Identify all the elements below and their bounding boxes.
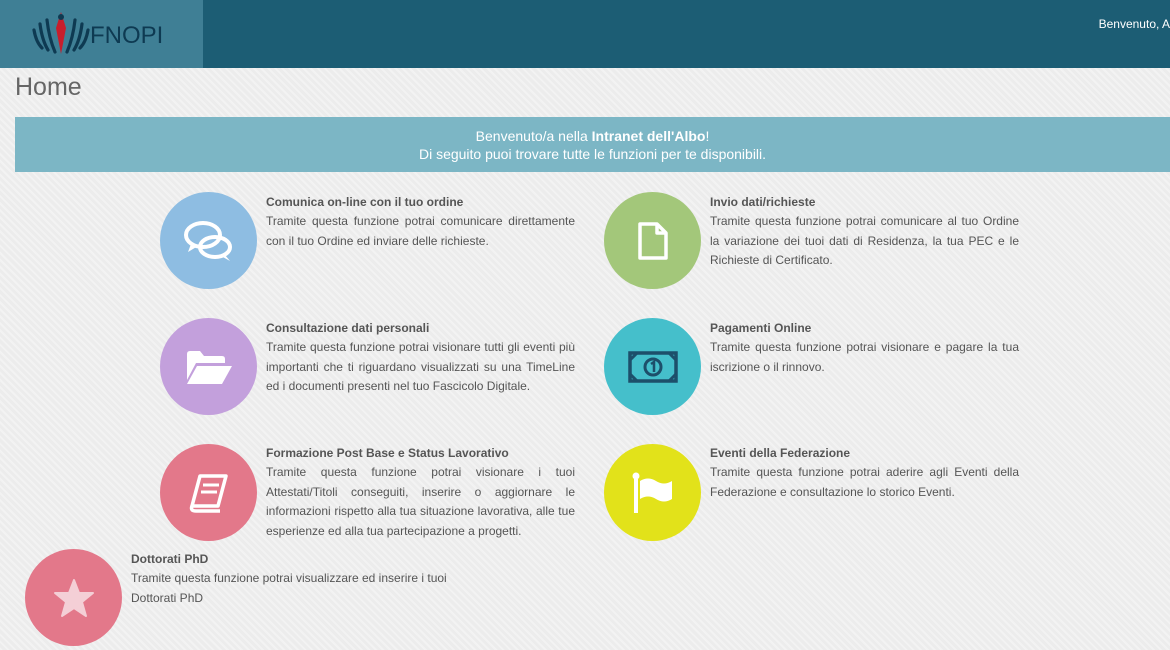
consultazione-title[interactable]: Consultazione dati personali [266, 321, 430, 335]
eventi-button[interactable] [604, 444, 701, 541]
comunica-description: Tramite questa funzione potrai comunicare direttamente con il tuo Ordine ed inviare delle richieste. [266, 214, 575, 248]
pagamenti-title[interactable]: Pagamenti Online [710, 321, 812, 335]
folder-open-icon [184, 348, 234, 386]
dottorati-title[interactable]: Dottorati PhD [131, 552, 209, 566]
formazione-title[interactable]: Formazione Post Base e Status Lavorativo [266, 446, 509, 460]
book-icon [188, 473, 230, 513]
document-icon [637, 221, 669, 261]
page-title: Home [15, 73, 82, 101]
banner-text: Benvenuto/a nella [475, 128, 592, 144]
dottorati-button[interactable] [25, 549, 122, 646]
banner-text: ! [705, 128, 710, 144]
user-welcome-menu[interactable]: Benvenuto, A [1098, 17, 1170, 31]
formazione-button[interactable] [160, 444, 257, 541]
banner-line-2: Di seguito puoi trovare tutte le funzioni per te disponibili. [418, 146, 767, 162]
dottorati-description: Tramite questa funzione potrai visualizzare ed inserire i tuoi Dottorati PhD [131, 571, 447, 605]
banner-highlight: Intranet dell'Albo [591, 128, 706, 144]
flag-icon [630, 471, 676, 515]
formazione-description: Tramite questa funzione potrai visionare i tuoi Attestati/Titoli conseguiti, inserire o aggiornare le informazioni rispetto alla tua situazione lavorativa, alle tue esperienze ed alla tua partecipazione a progetti. [266, 465, 575, 538]
eventi-description: Tramite questa funzione potrai aderire agli Eventi della Federazione e consultazione lo storico Eventi. [710, 465, 1019, 499]
invio-dati-title[interactable]: Invio dati/richieste [710, 195, 816, 209]
banner-line-1 [15, 127, 1170, 145]
pagamenti-description: Tramite questa funzione potrai visionare e pagare la tua iscrizione o il rinnovo. [710, 340, 1019, 374]
top-navbar [0, 0, 1170, 68]
comunica-button[interactable] [160, 192, 257, 289]
consultazione-button[interactable] [160, 318, 257, 415]
pagamenti-button[interactable] [604, 318, 701, 415]
chat-bubbles-icon [183, 219, 235, 263]
consultazione-description: Tramite questa funzione potrai visionare tutti gli eventi più importanti che ti riguardano visualizzati su una TimeLine ed i documenti presenti nel tuo Fascicolo Digitale. [266, 340, 575, 393]
banknote-icon [628, 351, 678, 383]
invio-dati-button[interactable] [604, 192, 701, 289]
comunica-title[interactable]: Comunica on-line con il tuo ordine [266, 195, 464, 209]
eventi-title[interactable]: Eventi della Federazione [710, 446, 851, 460]
logo-text: FNOPI [90, 22, 164, 49]
welcome-banner [15, 117, 1170, 172]
invio-dati-description: Tramite questa funzione potrai comunicare al tuo Ordine la variazione dei tuoi dati di Residenza, la tua PEC e le Richieste di Certificato. [710, 214, 1019, 267]
logo[interactable] [0, 0, 203, 68]
star-icon [53, 578, 95, 618]
fnopi-logo-icon [30, 8, 92, 60]
